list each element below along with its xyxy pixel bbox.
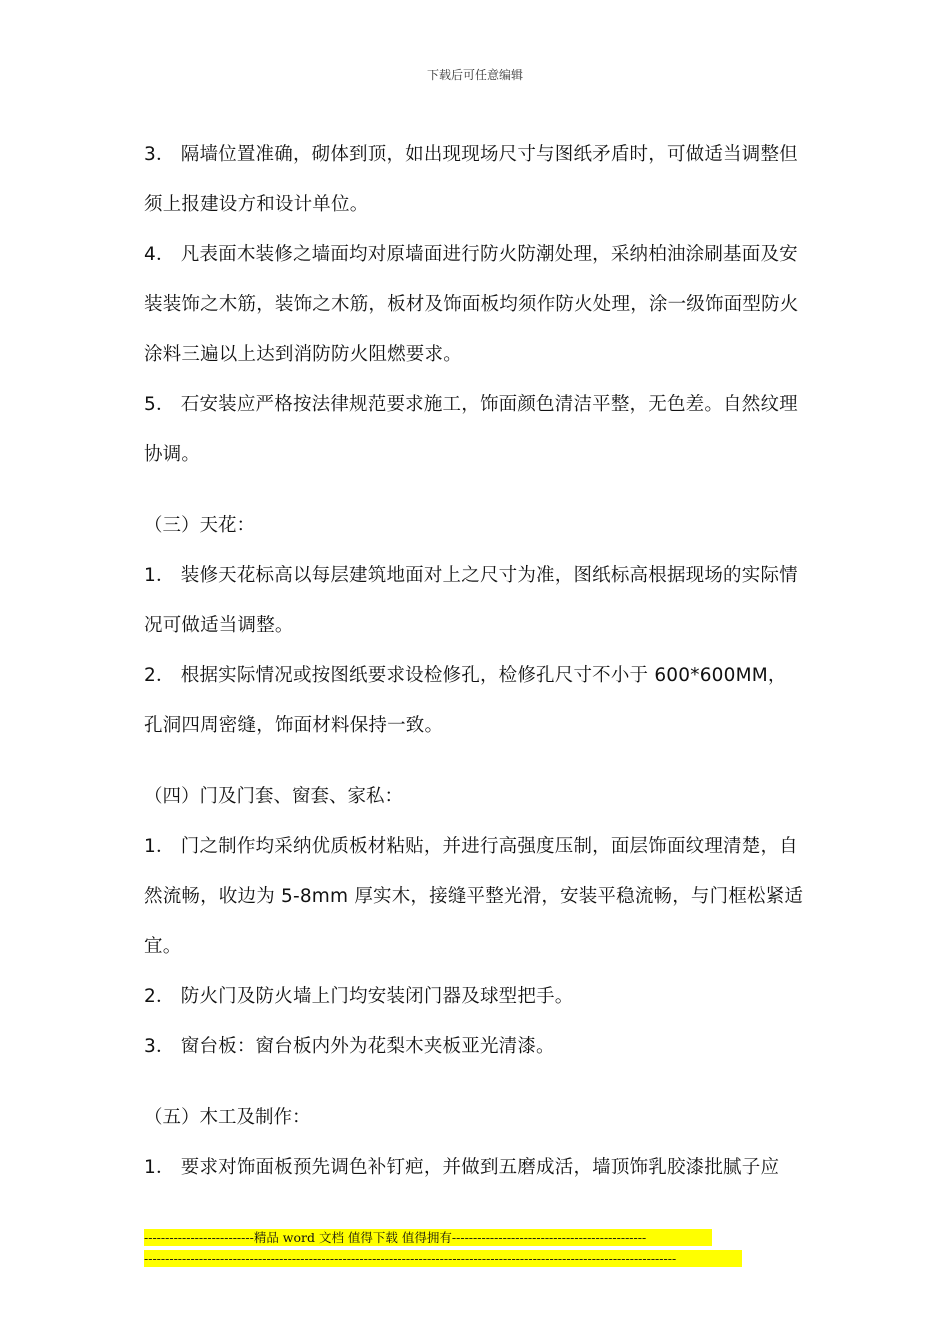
ceiling-item-2: 2． 根据实际情况或按图纸要求设检修孔，检修孔尺寸不小于 600*600MM，孔洞四周密缝，饰面材料保持一致。 [144,665,787,736]
doors-item-3: 3． 窗台板：窗台板内外为花梨木夹板亚光清漆。 [144,1036,555,1057]
ceiling-item-1: 1． 装修天花标高以每层建筑地面对上之尺寸为准，图纸标高根据现场的实际情况可做适当调整。 [144,565,798,636]
document-body [144,130,804,1193]
page-header: 下载后可任意编辑 [426,68,523,82]
paragraph-3: 3． 隔墙位置准确，砌体到顶，如出现现场尺寸与图纸矛盾时，可做适当调整但须上报建设方和设计单位。 [144,144,798,215]
doors-item-2: 2． 防火门及防火墙上门均安装闭门器及球型把手。 [144,986,574,1007]
section-heading-ceiling: （三）天花： [144,515,256,536]
paragraph-5: 5． 石安装应严格按法律规范要求施工，饰面颜色清洁平整，无色差。自然纹理协调。 [144,394,798,465]
section-heading-carpentry: （五）木工及制作： [144,1107,311,1128]
footer-dash-line: ------------------------------------------------------------------------------------------------------------------------------ [144,1250,742,1267]
doors-item-1: 1． 门之制作均采纳优质板材粘贴，并进行高强度压制，面层饰面纹理清楚，自然流畅，收边为 5-8mm 厚实木，接缝平整光滑，安装平稳流畅，与门框松紧适宜。 [144,836,804,957]
carpentry-item-1: 1． 要求对饰面板预先调色补钉疤，并做到五磨成活，墙顶饰乳胶漆批腻子应 [144,1157,780,1178]
paragraph-4: 4． 凡表面木装修之墙面均对原墙面进行防火防潮处理，采纳柏油涂刷基面及安装装饰之木筋，装饰之木筋，板材及饰面板均须作防火处理，涂一级饰面型防火涂料三遍以上达到消防防火阻燃要求。 [144,244,799,365]
page-footer [144,1229,744,1267]
footer-banner-line: --------------------------精品 word 文档 值得下载 值得拥有---------------------------------------------- [144,1229,712,1246]
section-heading-doors: （四）门及门套、窗套、家私： [144,786,404,807]
